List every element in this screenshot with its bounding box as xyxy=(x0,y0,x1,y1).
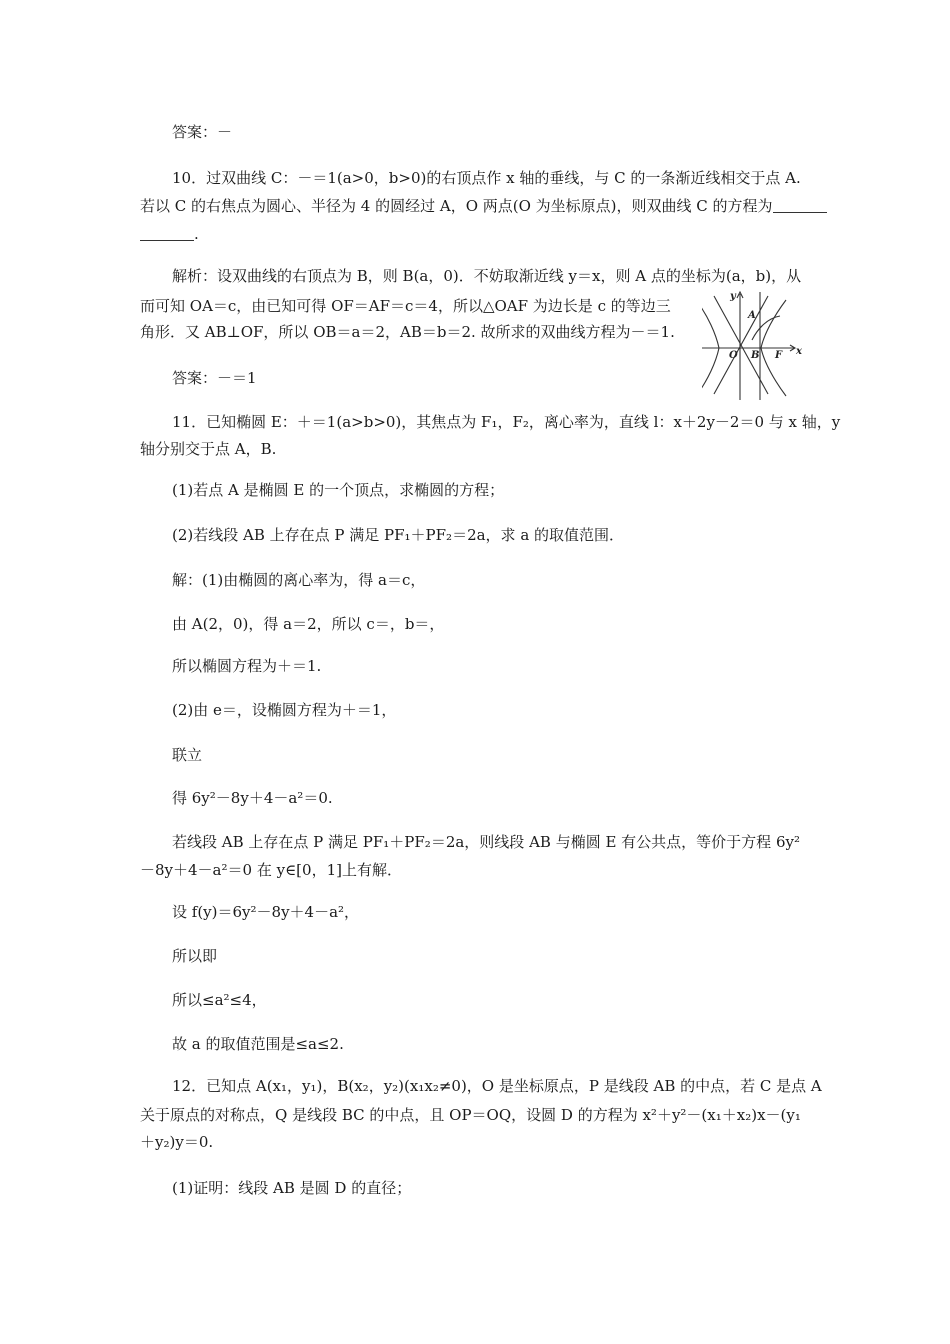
answer-blank xyxy=(773,197,827,213)
solution-11-line-5: 联立 xyxy=(172,746,203,764)
solution-11-line-2: 由 A(2，0)，得 a＝2，所以 c＝，b＝， xyxy=(172,615,445,633)
problem-10-line-3: . xyxy=(140,224,199,244)
solution-11-line-6: 得 6y²－8y＋4－a²＝0. xyxy=(172,789,333,807)
label-x: x xyxy=(796,346,802,357)
solution-11-line-1: 解：(1)由椭圆的离心率为，得 a＝c， xyxy=(172,571,426,589)
solution-11-line-10: 所以即 xyxy=(172,947,218,965)
answer-blank-continued xyxy=(140,225,194,241)
problem-11-part-1: (1)若点 A 是椭圆 E 的一个顶点，求椭圆的方程； xyxy=(172,481,505,499)
problem-12-line-2: 关于原点的对称点，Q 是线段 BC 的中点，且 OP＝OQ，设圆 D 的方程为 x²＋y²－(x₁＋x₂)x－(y₁ xyxy=(140,1106,801,1124)
problem-11-part-2: (2)若线段 AB 上存在点 P 满足 PF₁＋PF₂＝2a，求 a 的取值范围． xyxy=(172,526,625,544)
problem-12-line-3: ＋y₂)y＝0. xyxy=(140,1133,214,1151)
label-o: O xyxy=(729,350,738,361)
solution-10-line-3: 角形．又 AB⊥OF，所以 OB＝a＝2，AB＝b＝2. 故所求的双曲线方程为－＝1. xyxy=(140,323,675,341)
solution-11-line-8: －8y＋4－a²＝0 在 y∈[0，1]上有解． xyxy=(140,861,402,879)
problem-11-line-2: 轴分别交于点 A，B. xyxy=(140,440,277,458)
solution-11-line-7: 若线段 AB 上存在点 P 满足 PF₁＋PF₂＝2a，则线段 AB 与椭圆 E 有公共点，等价于方程 6y² xyxy=(172,833,800,851)
circle-arc xyxy=(752,316,780,340)
label-a: A xyxy=(748,310,756,321)
solution-11-line-11: 所以≤a²≤4， xyxy=(172,991,267,1009)
solution-11-line-12: 故 a 的取值范围是≤a≤2. xyxy=(172,1035,344,1053)
problem-12-line-1: 12．已知点 A(x₁，y₁)，B(x₂，y₂)(x₁x₂≠0)，O 是坐标原点，P 是线段 AB 的中点，若 C 是点 A xyxy=(172,1077,822,1095)
answer-10: 答案：－＝1 xyxy=(172,369,257,387)
solution-11-line-3: 所以椭圆方程为＋＝1. xyxy=(172,657,322,675)
solution-11-line-9: 设 f(y)＝6y²－8y＋4－a²， xyxy=(172,903,360,921)
solution-10-line-2: 而可知 OA＝c，由已知可得 OF＝AF＝c＝4，所以△OAF 为边长是 c 的等边三 xyxy=(140,297,671,315)
label-b: B xyxy=(751,350,760,361)
problem-11-line-1: 11．已知椭圆 E：＋＝1(a>b>0)，其焦点为 F₁，F₂，离心率为，直线 l：x＋2y－2＝0 与 x 轴，y xyxy=(172,413,841,431)
problem-12-part-1: (1)证明：线段 AB 是圆 D 的直径； xyxy=(172,1179,412,1197)
label-f: F xyxy=(775,350,783,361)
answer-9: 答案：－ xyxy=(172,123,233,141)
problem-10-line-1: 10．过双曲线 C：－＝1(a>0，b>0)的右顶点作 x 轴的垂线，与 C 的一条渐近线相交于点 A. xyxy=(172,169,801,187)
solution-10-line-1: 解析：设双曲线的右顶点为 B，则 B(a，0)．不妨取渐近线 y＝x，则 A 点的坐标为(a，b)，从 xyxy=(172,267,802,285)
solution-11-line-4: (2)由 e＝，设椭圆方程为＋＝1， xyxy=(172,701,397,719)
label-y: y xyxy=(730,291,736,302)
hyperbola-figure xyxy=(702,288,808,404)
problem-10-line-2: 若以 C 的右焦点为圆心、半径为 4 的圆经过 A，O 两点(O 为坐标原点)，则双曲线 C 的方程为 xyxy=(140,196,827,216)
